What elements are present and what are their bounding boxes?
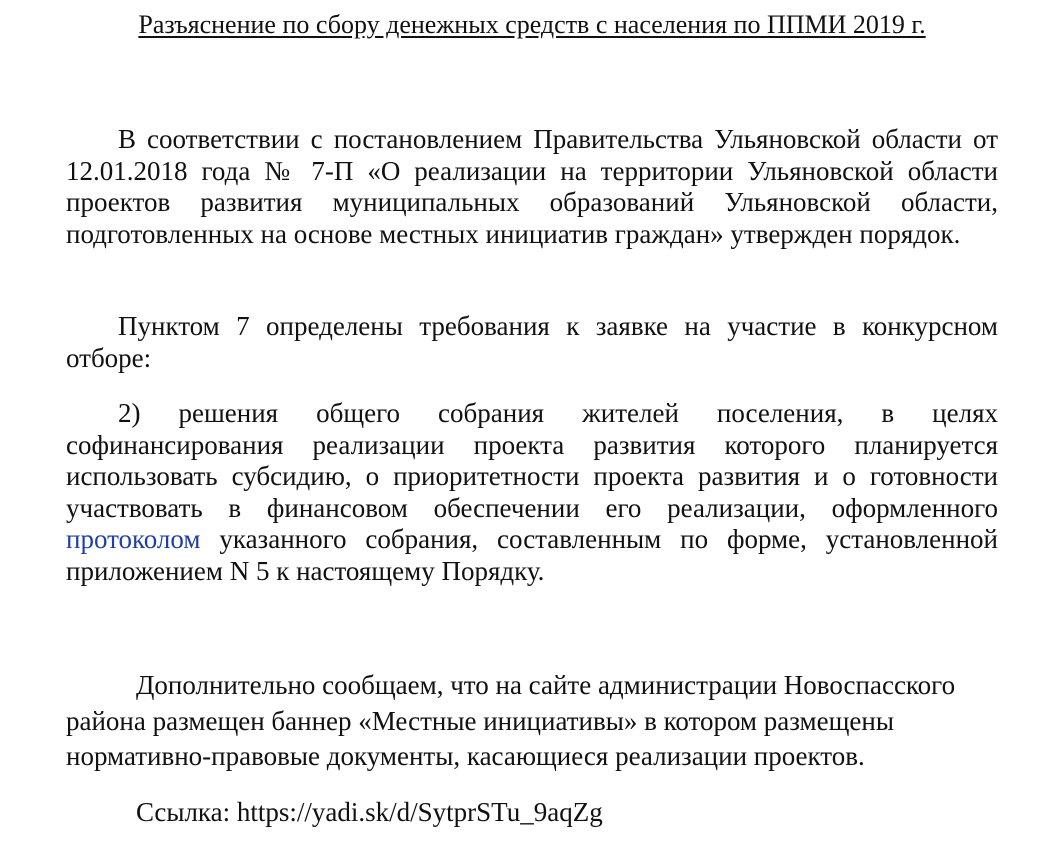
document-title-text: Разъяснение по сбору денежных средств с населения по ППМИ 2019 г.: [138, 10, 926, 39]
paragraph-item-2-text-end: указанного собрания, составленным по форме, установленной приложением N 5 к настоящему Порядку.: [66, 524, 998, 586]
reference-line: [136, 796, 603, 828]
protocol-link[interactable]: протоколом: [66, 524, 201, 554]
paragraph-additional-info: Дополнительно сообщаем, что на сайте администрации Новоспасского района размещен баннер «Местные инициативы» в котором размещены нормативно-правовые документы, касающиеся реализации проектов.: [66, 670, 956, 771]
reference-url[interactable]: https://yadi.sk/d/SytprSTu_9aqZg: [236, 797, 603, 827]
paragraph-item-2: [66, 398, 998, 587]
document-title: [0, 8, 1064, 42]
paragraph-requirements: Пунктом 7 определены требования к заявке на участие в конкурсном отборе:: [66, 311, 998, 373]
paragraph-item-2-text-start: 2) решения общего собрания жителей поселения, в целях софинансирования реализации проекта развития которого планируется использовать субсидию, о приоритетности проекта развития и о готовности участвовать в финансовом обеспечении его реализации, оформленного: [66, 398, 998, 523]
reference-label: Ссылка:: [136, 797, 237, 827]
paragraph-decree: В соответствии с постановлением Правительства Ульяновской области от 12.01.2018 года № 7-П «О реализации на территории Ульяновской области проектов развития муниципальных образований Ульяновской области, подготовленных на основе местных инициатив граждан» утвержден порядок.: [66, 124, 998, 249]
